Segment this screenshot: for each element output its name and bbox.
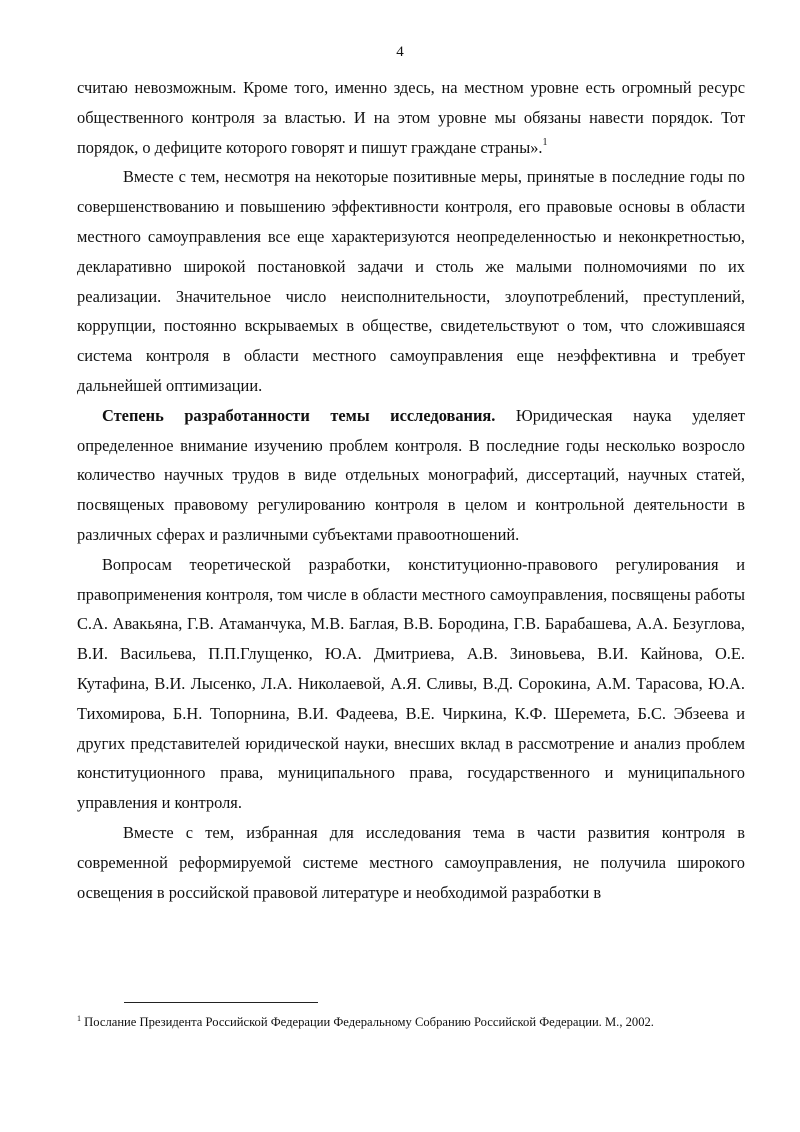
footnote-reference[interactable]: 1 [542,136,548,148]
paragraph-2: Вместе с тем, несмотря на некоторые позитивные меры, принятые в последние годы по совершенствованию и повышению эффективности контроля, его правовые основы в области местного самоуправления все еще характеризуются неопределенностью и неконкретностью, декларативно широкой постановкой задачи и столь же малыми полномочиями по их реализации. Значительное число неисполнительности, злоупотреблений, преступлений, коррупции, постоянно вскрываемых в обществе, свидетельствуют о том, что сложившаяся система контроля в области местного самоуправления еще неэффективна и требует дальнейшей оптимизации. [77,167,745,395]
paragraph-4: Вопросам теоретической разработки, конституционно-правового регулирования и правоприменения контроля, том числе в области местного самоуправления, посвящены работы С.А. Авакьяна, Г.В. Атаманчука, М.В. Баглая, В.В. Бородина, Г.В. Барабашева, А.А. Безуглова, В.И. Васильева, П.П.Глущенко, Ю.А. Дмитриева, А.В. Зиновьева, В.И. Кайнова, О.Е. Кутафина, В.И. Лысенко, Л.А. Николаевой, А.Я. Сливы, В.Д. Сорокина, А.М. Тарасова, Ю.А. Тихомирова, Б.Н. Топорнина, В.И. Фадеева, В.Е. Чиркина, К.Ф. Шеремета, Б.С. Эбзеева и других представителей юридической науки, внесших вклад в рассмотрение и анализ проблем конституционного права, муниципального права, государственного и муниципального управления и контроля. [77,554,745,813]
paragraph-1-text: считаю невозможным. Кроме того, именно здесь, на местном уровне есть огромный ресурс общественного контроля за властью. И на этом уровне мы обязаны навести порядок. Тот порядок, о дефиците которого говорят и пишут граждане страны». [77,78,745,157]
page-number: 4 [396,44,404,60]
paragraph-3 [77,401,745,550]
footnote-separator [124,1002,318,1003]
footnote-marker: 1 [77,1014,81,1023]
paragraph-3-text: Юридическая наука уделяет определенное внимание изучению проблем контроля. В последние годы несколько возросло количество научных трудов в виде отдельных монографий, диссертаций, научных статей, посвященых правовому регулированию контроля в целом и контрольной деятельности в различных сферах и различными субъектами правоотношений. [77,405,745,544]
footnote-text: Послание Президента Российской Федерации Федеральному Собранию Российской Федерации. М., 2002. [81,1015,654,1029]
footnote [77,1014,757,1030]
section-heading: Степень разработанности темы исследования. [102,405,496,425]
paragraph-1 [77,73,745,162]
body-text [77,73,745,907]
paragraph-5: Вместе с тем, избранная для исследования тема в части развития контроля в современной реформируемой системе местного самоуправления, не получила широкого освещения в российской правовой литературе и необходимой разработки в [77,822,745,902]
